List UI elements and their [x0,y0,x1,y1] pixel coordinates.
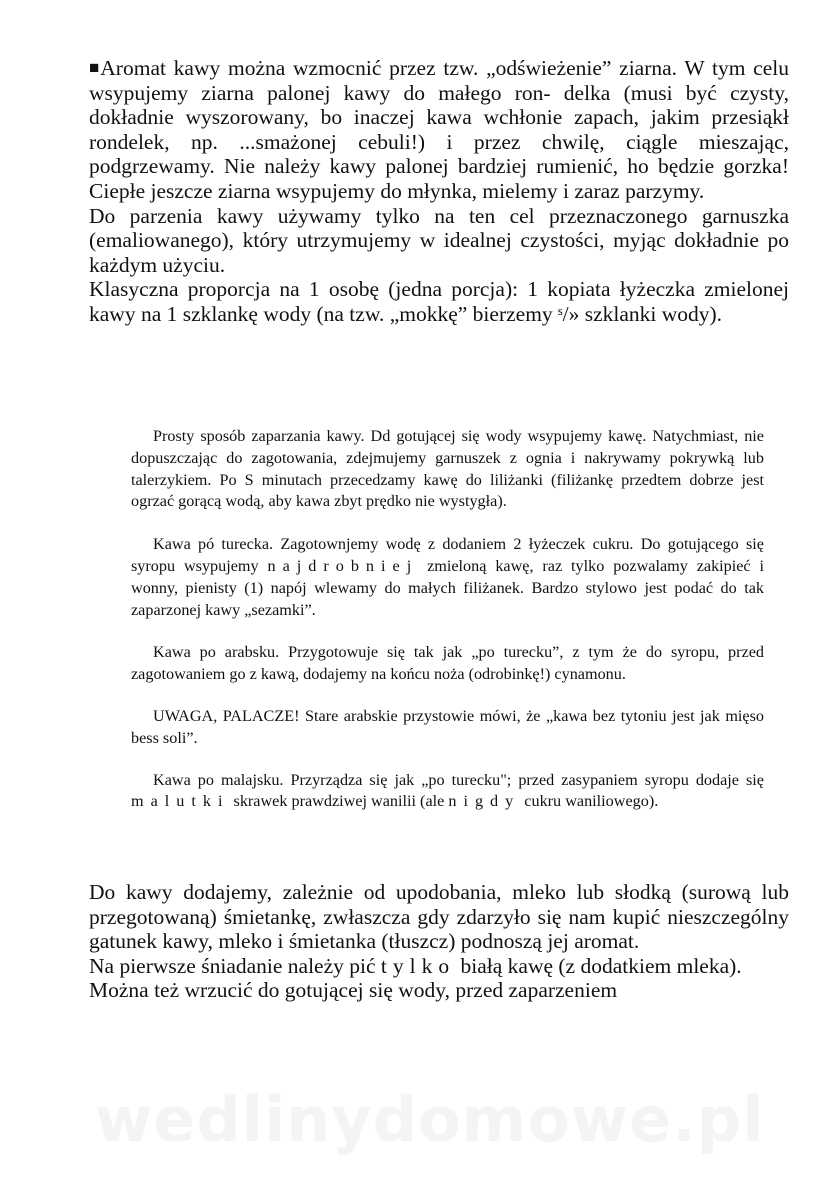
note-smokers [131,706,764,750]
paragraph-classic-proportion-text: Klasyczna proporcja na 1 osobę (jedna porcja): 1 kopiata łyżeczka zmielonej kawy na 1 szklankę wody (na tzw. „mokkę” bierzemy ˢ/» szklanki wody). [89,277,789,326]
paragraph-brewing-pot [89,204,789,278]
paragraph-coffee-aroma-text: Aromat kawy można wzmocnić przez tzw. „odświeżenie” ziarna. W tym celu wsypujemy ziarna palonej kawy do małego ron- delka (musi być czysty, dokładnie wyszorowany, bo inaczej kawa wchłonie zapach, jakim przesiąkł rondelek, np. ...smażonej cebuli!) i przez chwilę, ciągle mieszając, podgrzewamy. Nie należy kawy palonej bardziej rumienić, ho będzie gorzka! Ciepłe jeszcze ziarna wsypujemy do młynka, mielemy i zaraz parzymy. [89,56,789,203]
recipe-simple-method-text: Prosty sposób zaparzania kawy. Dd gotującej się wody wsypujemy kawę. Natychmiast, nie dopuszczając do zagotowania, zdejmujemy garnuszek z ognia i nakrywamy pokrywką lub talerzykiem. Po S minutach przecedzamy kawę do liliżanki (filiżankę przedtem dobrze jest ogrzać gorącą wodą, aby kawa zbyt prędko nie wystygła). [131,427,764,511]
square-bullet-icon: ■ [89,58,100,77]
recipe-malay-spaced-word-2: nigdy [448,792,521,811]
paragraph-milk-cream-text: Do kawy dodajemy, zależnie od upodobania, mleko lub słodką (surową lub przegotowaną) śmietankę, zwłaszcza gdy zdarzyło się nam kupić nieszczególny gatunek kawy, mleko i śmietanka (tłuszcz) podnoszą jej aromat. [89,880,789,954]
note-smokers-text: UWAGA, PALACZE! Stare arabskie przystowie mówi, że „kawa bez tytoniu jest jak mięso bess soli”. [131,706,764,747]
recipe-turkish-coffee [131,534,764,621]
recipe-turkish-text-b: zmieloną kawę, raz tylko pozwalamy zakipieć i wonny, pienisty (1) napój wlewamy do małych filiżanek. Bardzo stylowo jest podać do tak zaparzonej kawy „sezamki”. [131,556,765,619]
paragraph-breakfast-text-a: Na pierwsze śniadanie należy pić [89,953,381,978]
recipe-malay-coffee [131,770,764,814]
paragraph-milk-cream [89,880,789,954]
bottom-text-block [89,880,789,1003]
watermark-text: wedlinydomowe.pl [95,1083,765,1156]
recipe-turkish-spaced-word: najdrobniej [267,556,419,575]
paragraph-breakfast-spaced-word: tylko [380,953,456,978]
recipe-malay-text-c: cukru waniliowego). [520,792,659,811]
paragraph-classic-proportion [89,277,789,326]
paragraph-breakfast [89,954,789,979]
recipe-malay-text-a: Kawa po malajsku. Przyrządza się jak „po turecku"; przed zasypaniem syropu dodaje się [153,770,764,789]
recipe-arabic-text: Kawa po arabsku. Przygotowuje się tak jak „po turecku”, z tym że do syropu, przed zagotowaniem go z kawą, dodajemy na końcu noża (odrobinkę!) cynamonu. [131,643,764,684]
recipe-turkish-text-a: Kawa pó turecka. Zagotownjemy wodę z dodaniem 2 łyżeczek cukru. Do gotującego się syropu wsypujemy [131,535,764,575]
recipe-malay-spaced-word-1: malutki [131,792,230,811]
top-text-block [89,56,789,327]
paragraph-boiling-water-text: Można też wrzucić do gotującej się wody, przed zaparzeniem [89,978,618,1003]
recipes-small-text-block [131,426,764,834]
recipe-arabic-coffee [131,642,764,686]
recipe-malay-text-b: skrawek prawdziwej wanilii (ale [229,792,449,811]
paragraph-breakfast-text-b: białą kawę (z dodatkiem mleka). [455,953,742,978]
recipe-simple-method [131,426,764,513]
paragraph-boiling-water [89,978,789,1003]
paragraph-coffee-aroma [89,56,789,204]
paragraph-brewing-pot-text: Do parzenia kawy używamy tylko na ten cel przeznaczonego garnuszka (emaliowanego), który utrzymujemy w idealnej czystości, myjąc dokładnie po każdym użyciu. [89,203,789,277]
